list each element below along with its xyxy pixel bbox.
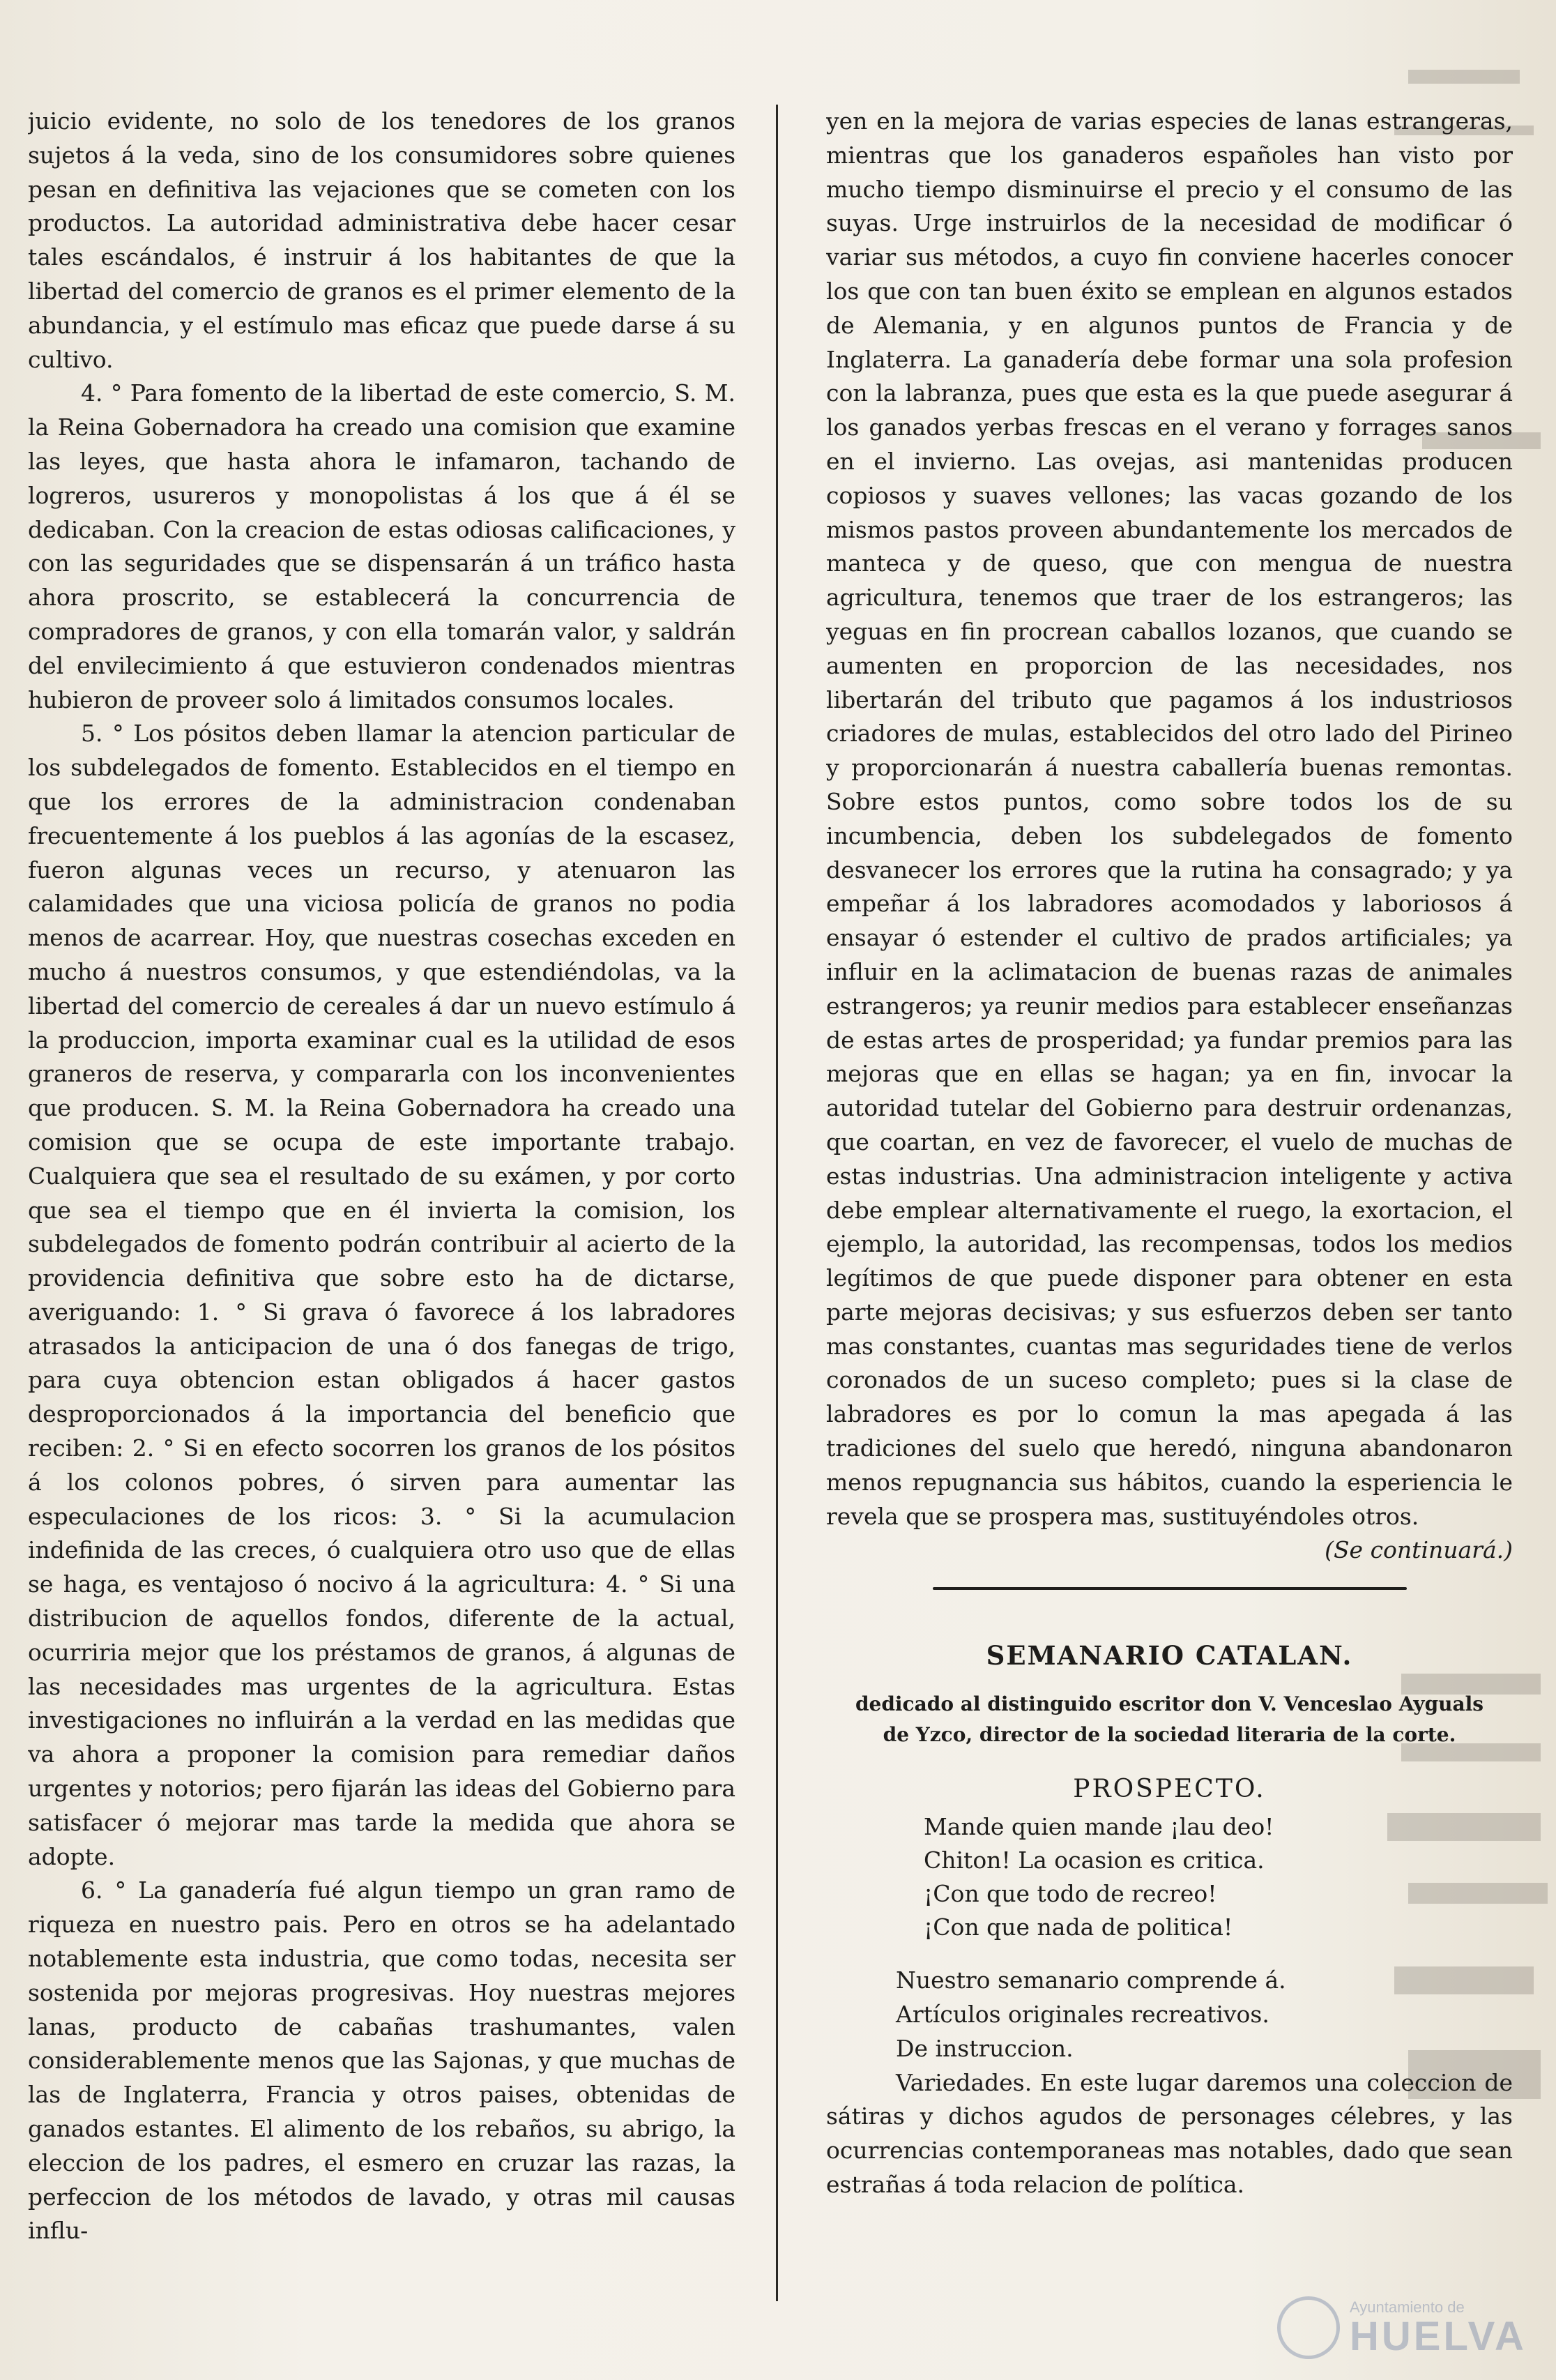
contents-item: De instruccion. [896, 2034, 1074, 2062]
contents-list [826, 1964, 1513, 2066]
seal-icon [1277, 2296, 1340, 2359]
left-column [28, 105, 735, 2336]
archive-watermark [1277, 2289, 1535, 2366]
continuation-note: (Se continuará.) [1325, 1536, 1513, 1564]
contents-item: Artículos originales recreativos. [896, 2001, 1269, 2029]
verse-line: Mande quien mande ¡lau deo! [924, 1813, 1274, 1841]
verse-line: ¡Con que nada de politica! [924, 1913, 1233, 1941]
section-dedication: dedicado al distinguido escritor don V. Venceslao Ayguals de Yzco, director de la sociedad literaria de la corte. [855, 1692, 1484, 1747]
section-separator [826, 1568, 1513, 1609]
watermark-big-text: HUELVA [1350, 2314, 1527, 2359]
right-column [826, 105, 1513, 2336]
verse-line: Chiton! La ocasion es critica. [924, 1847, 1265, 1874]
prospectus-heading: PROSPECTO. [1073, 1775, 1266, 1804]
paragraph-4: 4. ° Para fomento de la libertad de este comercio, S. M. la Reina Gobernadora ha creado una comision que examine las leyes, que hasta ahora le infamaron, tachando de logreros, usureros y monopolistas á los que á él se dedicaban. Con la creacion de estas odiosas calificaciones, y con las seguridades que se dispensarán á un tráfico hasta ahora proscrito, se establecerá la concurrencia de compradores de granos, y con ella tomarán valor, y saldrán del envilecimiento á que estuvieron condenados mientras hubieron de proveer solo á limitados consumos locales. [28, 379, 735, 713]
paragraph-5: 5. ° Los pósitos deben llamar la atencion particular de los subdelegados de fomento. Establecidos en el tiempo en que los errores de la administracion condenaban frecuentemente á los pueblos á las agonías de la escasez, fueron algunas veces un recurso, y atenuaron las calamidades que una viciosa policía de granos no podia menos de acarrear. Hoy, que nuestras cosechas exceden en mucho á nuestros consumos, y que estendiéndolas, va la libertad del comercio de cereales á dar un nuevo estímulo á la produccion, importa examinar cual es la utilidad de esos graneros de reserva, y compararla con los inconvenientes que producen. S. M. la Reina Gobernadora ha creado una comision que se ocupa de este importante trabajo. Cualquiera que sea el resultado de su exámen, y por corto que sea el tiempo que en él invierta la comision, los subdelegados de fomento podrán contribuir al acierto de la providencia definitiva que sobre esto ha de dictarse, averiguando: 1. ° Si grava ó favorece á los labradores atrasados la anticipacion de una ó dos fanegas de trigo, para cuya obtencion estan obligados á hacer gastos desproporcionados á la importancia del beneficio que reciben: 2. ° Si en efecto socorren los granos de los pósitos á los colonos pobres, ó sirven para aumentar las especulaciones de los ricos: 3. ° Si la acumulacion indefinida de las creces, ó cualquiera otro uso que de ellas se haga, es ventajoso ó nocivo á la agricultura: 4. ° Si una distribucion de aquellos fondos, diferente de la actual, ocurriria mejor que los préstamos de granos, á algunas de las necesidades mas urgentes de la agricultura. Estas investigaciones no influirán a la verdad en las medidas que va ahora a proponer la comision para remediar daños urgentes y notorios; pero fijarán las ideas del Gobierno para satisfacer ó mejorar mas tarde la medida que ahora se adopte. [28, 720, 735, 1870]
watermark-small-text: Ayuntamiento de [1350, 2298, 1465, 2316]
verse-line: ¡Con que todo de recreo! [924, 1880, 1217, 1908]
contents-intro: Nuestro semanario comprende á. [896, 1966, 1286, 1994]
paragraph-6-continuation: yen en la mejora de varias especies de lanas estrangeras, mientras que los ganaderos españoles han visto por mucho tiempo disminuirse el precio y el consumo de las suyas. Urge instruirlos de la necesidad de modificar ó variar sus métodos, a cuyo fin conviene hacerles conocer los que con tan buen éxito se emplean en algunos estados de Alemania, y en algunos puntos de Francia y de Inglaterra. La ganadería debe formar una sola profesion con la labranza, pues que esta es la que puede asegurar á los ganados yerbas frescas en el verano y forrages sanos en el invierno. Las ovejas, asi mantenidas producen copiosos y suaves vellones; las vacas gozando de los mismos pastos proveen abundantemente los mercados de manteca y de queso, que con mengua de nuestra agricultura, tenemos que traer de los estrangeros; las yeguas en fin procrean caballos lozanos, que cuando se aumenten en proporcion de las necesidades, nos libertarán del tributo que pagamos á los industriosos criadores de mulas, establecidos del otro lado del Pirineo y proporcionarán á nuestra caballería buenas remontas. Sobre estos puntos, como sobre todos los de su incumbencia, deben los subdelegados de fomento desvanecer los errores que la rutina ha consagrado; y ya empeñar á los labradores acomodados y laboriosos á ensayar ó estender el cultivo de prados artificiales; ya influir en la aclimatacion de buenas razas de animales estrangeros; ya reunir medios para establecer enseñanzas de estas artes de prosperidad; ya fundar premios para las mejoras que en ellas se hagan; ya en fin, invocar la autoridad tutelar del Gobierno para destruir ordenanzas, que coartan, en vez de favorecer, el vuelo de muchas de estas industrias. Una administracion inteligente y activa debe emplear alternativamente el ruego, la exortacion, el ejemplo, la autoridad, las recompensas, todos los medios legítimos de que puede disponer para obtener en esta parte mejoras decisivas; y sus esfuerzos deben ser tanto mas constantes, cuantas mas seguridades tiene de verlos coronados de un suceso completo; pues si la clase de labradores es por lo comun la mas apegada á las tradiciones del suelo que heredó, ninguna abandonaron menos repugnancia sus hábitos, cuando la esperiencia le revela que se prospera mas, sustituyéndoles otros. [826, 107, 1513, 1530]
paragraph-6: 6. ° La ganadería fué algun tiempo un gran ramo de riqueza en nuestro pais. Pero en otros se ha adelantado notablemente esta industria, que como todas, necesita ser sostenida por mejoras progresivas. Hoy nuestras mejores lanas, producto de cabañas trashumantes, valen considerablemente menos que las Sajonas, y que muchas de las de Inglaterra, Francia y otros paises, obtenidas de ganados estantes. El alimento de los rebaños, su abrigo, la eleccion de los padres, el esmero en cruzar las razas, la perfeccion de los métodos de lavado, y otras mil causas influ- [28, 1877, 735, 2245]
column-divider [776, 105, 778, 2301]
section-title: SEMANARIO CATALAN. [986, 1640, 1353, 1672]
variedades-paragraph: Variedades. En este lugar daremos una coleccion de sátiras y dichos agudos de personages célebres, y las ocurrencias contemporaneas mas notables, dado que sean estrañas á toda relacion de política. [826, 2068, 1513, 2199]
paragraph-continuation: juicio evidente, no solo de los tenedores de los granos sujetos á la veda, sino de los consumidores sobre quienes pesan en definitiva las vejaciones que se cometen con los productos. La autoridad administrativa debe hacer cesar tales escándalos, é instruir á los habitantes de que la libertad del comercio de granos es el primer elemento de la abundancia, y el estímulo mas eficaz que puede darse á su cultivo. [28, 107, 735, 373]
verse-block [826, 1810, 1513, 1944]
